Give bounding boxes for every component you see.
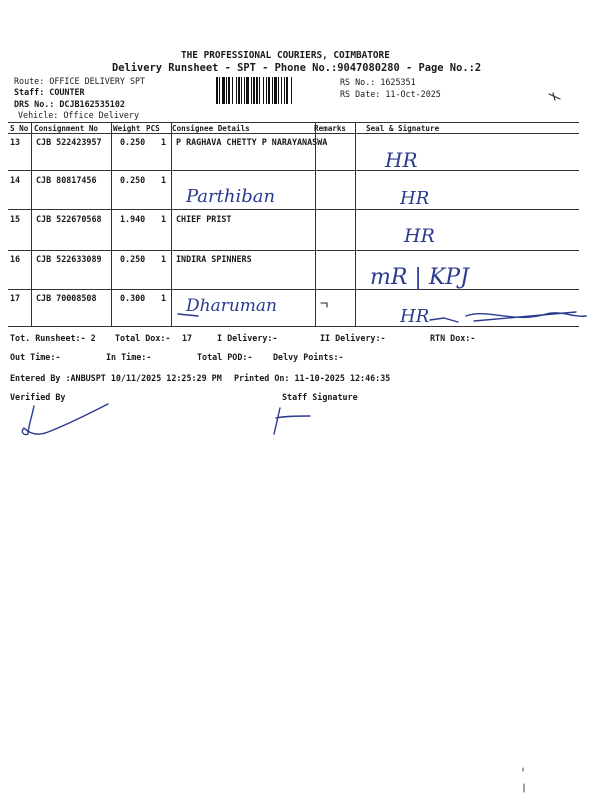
barcode-bar <box>232 77 233 104</box>
total-runsheet: Tot. Runsheet:- 2 <box>10 333 96 343</box>
row-consignment: CJB 522670568 <box>36 214 102 224</box>
row-consignee: P RAGHAVA CHETTY P NARAYANASWA <box>176 137 328 147</box>
svg-text:HR: HR <box>404 225 435 247</box>
barcode-bar <box>216 77 218 104</box>
row-sno: 14 <box>10 175 21 185</box>
barcode-bar <box>281 77 282 104</box>
row-sno: 17 <box>10 293 21 303</box>
stray-mark <box>548 92 562 102</box>
row-pcs: 1 <box>161 214 167 224</box>
barcode-bar <box>278 77 279 104</box>
col-seal-signature: Seal & Signature <box>366 124 440 133</box>
row-sno: 16 <box>10 254 21 264</box>
handwritten-name-14 <box>180 180 320 210</box>
col-weight: Weight <box>113 124 141 133</box>
svg-text:mR | KPJ: mR | KPJ <box>370 265 469 290</box>
barcode-bar <box>284 77 285 104</box>
barcode-bar <box>253 77 255 104</box>
out-time: Out Time:- <box>10 352 61 362</box>
svg-text:HR: HR <box>400 188 430 209</box>
handwritten-signature-14 <box>390 182 490 212</box>
barcode-bar <box>291 77 292 104</box>
stray-marks-bottom <box>520 766 528 796</box>
svg-text:Parthiban: Parthiban <box>186 186 276 207</box>
row-consignment: CJB 522633089 <box>36 254 102 264</box>
row-pcs: 1 <box>161 254 167 264</box>
staff-signature-label: Staff Signature <box>282 392 358 402</box>
handwritten-signature-15 <box>396 220 496 250</box>
barcode-bar <box>256 77 258 104</box>
vehicle-label: Vehicle: Office Delivery <box>18 110 140 120</box>
row-sno: 13 <box>10 137 21 147</box>
entered-by: Entered By :ANBUSPT 10/11/2025 12:25:29 PM <box>10 373 222 383</box>
barcode-bar <box>274 77 277 104</box>
staff-label: Staff: COUNTER <box>14 87 85 97</box>
svg-text:HR: HR <box>400 306 430 327</box>
barcode-bar <box>259 77 260 104</box>
col-pcs: PCS <box>146 124 160 133</box>
total-dox-label: Total Dox:- <box>115 333 171 343</box>
remark-tick-17 <box>318 298 332 310</box>
barcode-bar <box>251 77 252 104</box>
handwritten-signature-16 <box>360 256 560 296</box>
row-pcs: 1 <box>161 293 167 303</box>
barcode <box>216 77 336 104</box>
printed-on: Printed On: 11-10-2025 12:46:35 <box>234 373 391 383</box>
barcode-bar <box>238 77 240 104</box>
col-remarks: Remarks <box>314 124 347 133</box>
handwritten-signature-17 <box>396 298 596 334</box>
company-name: THE PROFESSIONAL COURIERS, COIMBATORE <box>181 50 390 61</box>
barcode-bar <box>222 77 225 104</box>
handwritten-signature-13 <box>370 143 470 173</box>
barcode-bar <box>268 77 270 104</box>
route-label: Route: OFFICE DELIVERY SPT <box>14 76 146 86</box>
drs-number: DRS No.: DCJB162535102 <box>14 99 125 109</box>
row-pcs: 1 <box>161 137 167 147</box>
row-weight: 1.940 <box>120 214 146 224</box>
verified-signature <box>14 400 114 442</box>
col-consignment: Consignment No <box>34 124 99 133</box>
verified-by-label: Verified By <box>10 392 66 402</box>
delivery-points: Delvy Points:- <box>273 352 344 362</box>
barcode-bar <box>272 77 273 104</box>
row-weight: 0.250 <box>120 137 146 147</box>
svg-text:HR: HR <box>385 148 418 172</box>
rs-date: RS Date: 11-Oct-2025 <box>340 89 441 99</box>
barcode-bar <box>246 77 249 104</box>
row-consignee: CHIEF PRIST <box>176 214 232 224</box>
row-consignee: INDIRA SPINNERS <box>176 254 252 264</box>
barcode-bar <box>286 77 288 104</box>
row-consignment: CJB 70008508 <box>36 293 97 303</box>
runsheet-title: Delivery Runsheet - SPT - Phone No.:9047080280 - Page No.:2 <box>112 62 482 74</box>
ii-delivery: II Delivery:- <box>320 333 386 343</box>
row-weight: 0.250 <box>120 175 146 185</box>
barcode-bar <box>236 77 237 104</box>
barcode-bar <box>228 77 230 104</box>
barcode-bar <box>263 77 264 104</box>
handwritten-name-17 <box>176 290 326 322</box>
barcode-bar <box>266 77 267 104</box>
rtn-dox: RTN Dox:- <box>430 333 476 343</box>
row-pcs: 1 <box>161 175 167 185</box>
col-sno: S No <box>10 124 29 133</box>
barcode-bar <box>219 77 220 104</box>
barcode-bar <box>226 77 227 104</box>
i-delivery: I Delivery:- <box>217 333 278 343</box>
row-consignment: CJB 522423957 <box>36 137 102 147</box>
in-time: In Time:- <box>106 352 152 362</box>
row-weight: 0.250 <box>120 254 146 264</box>
staff-signature <box>268 404 318 438</box>
svg-text:Dharuman: Dharuman <box>186 296 277 316</box>
col-consignee: Consignee Details <box>172 124 250 133</box>
total-dox-value: 17 <box>182 333 193 343</box>
rs-number: RS No.: 1625351 <box>340 77 416 87</box>
row-sno: 15 <box>10 214 21 224</box>
barcode-bar <box>241 77 242 104</box>
row-weight: 0.300 <box>120 293 146 303</box>
row-consignment: CJB 80817456 <box>36 175 97 185</box>
total-pod: Total POD:- <box>197 352 253 362</box>
barcode-bar <box>244 77 245 104</box>
